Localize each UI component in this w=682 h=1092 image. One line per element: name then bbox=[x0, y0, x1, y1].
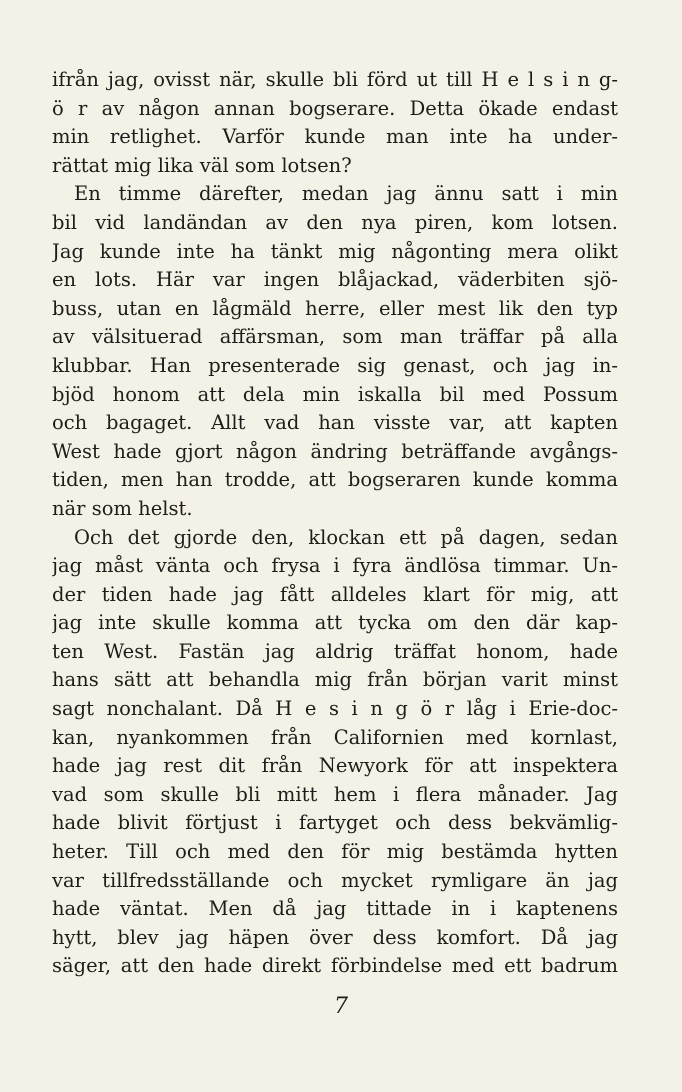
text-line: vad som skulle bli mitt hem i flera månader. Jag bbox=[52, 782, 618, 806]
text-line: Och det gjorde den, klockan ett på dagen, sedan bbox=[74, 525, 618, 549]
text-line: en lots. Här var ingen blåjackad, väderbiten sjö- bbox=[52, 268, 618, 292]
text-line: hytt, blev jag häpen över dess komfort. Då jag bbox=[52, 925, 618, 949]
text-line: hade väntat. Men då jag tittade in i kaptenens bbox=[52, 897, 618, 921]
text-line: West hade gjort någon ändring beträffande avgångs- bbox=[52, 439, 618, 463]
text-line: rättat mig lika väl som lotsen? bbox=[52, 153, 352, 177]
text-line: ifrån jag, ovisst när, skulle bli förd ut till H e l s i n g- bbox=[52, 68, 618, 91]
text-line: var tillfredsställande och mycket rymligare än jag bbox=[52, 868, 618, 892]
text-line: tiden, men han trodde, att bogseraren kunde komma bbox=[52, 468, 618, 492]
text-line: min retlighet. Varför kunde man inte ha under- bbox=[52, 125, 618, 149]
text-line: och bagaget. Allt vad han visste var, att kapten bbox=[52, 411, 618, 435]
text-line: bil vid landändan av den nya piren, kom lotsen. bbox=[52, 210, 618, 234]
text-line: kan, nyankommen från Californien med kornlast, bbox=[52, 725, 618, 749]
text-line: jag inte skulle komma att tycka om den där kap- bbox=[52, 611, 618, 635]
text-line: jag måst vänta och frysa i fyra ändlösa timmar. Un- bbox=[52, 554, 618, 578]
text-line: när som helst. bbox=[52, 496, 193, 520]
text-line: hans sätt att behandla mig från början varit minst bbox=[52, 668, 618, 692]
text-line: En timme därefter, medan jag ännu satt i min bbox=[74, 182, 618, 206]
text-line: bjöd honom att dela min iskalla bil med Possum bbox=[52, 382, 618, 406]
body-text bbox=[52, 66, 618, 981]
page-number: 7 bbox=[334, 994, 348, 1019]
text-line: ten West. Fastän jag aldrig träffat honom, hade bbox=[52, 639, 618, 663]
text-line: klubbar. Han presenterade sig genast, och jag in- bbox=[52, 353, 618, 377]
text-line: säger, att den hade direkt förbindelse med ett badrum bbox=[52, 954, 618, 978]
text-line: der tiden hade jag fått alldeles klart för mig, att bbox=[52, 582, 618, 606]
text-line: hade blivit förtjust i fartyget och dess bekvämlig- bbox=[52, 811, 618, 835]
text-line: Jag kunde inte ha tänkt mig någonting mera olikt bbox=[52, 239, 618, 263]
text-line: heter. Till och med den för mig bestämda hytten bbox=[52, 840, 618, 864]
text-line: ö r av någon annan bogserare. Detta ökade endast bbox=[52, 96, 618, 120]
text-line: av välsituerad affärsman, som man träffar på alla bbox=[52, 325, 618, 349]
text-line: sagt nonchalant. Då H e s i n g ö r låg i Erie-doc- bbox=[52, 697, 618, 721]
text-line: buss, utan en lågmäld herre, eller mest lik den typ bbox=[52, 296, 618, 320]
text-line: hade jag rest dit från Newyork för att inspektera bbox=[52, 754, 618, 778]
